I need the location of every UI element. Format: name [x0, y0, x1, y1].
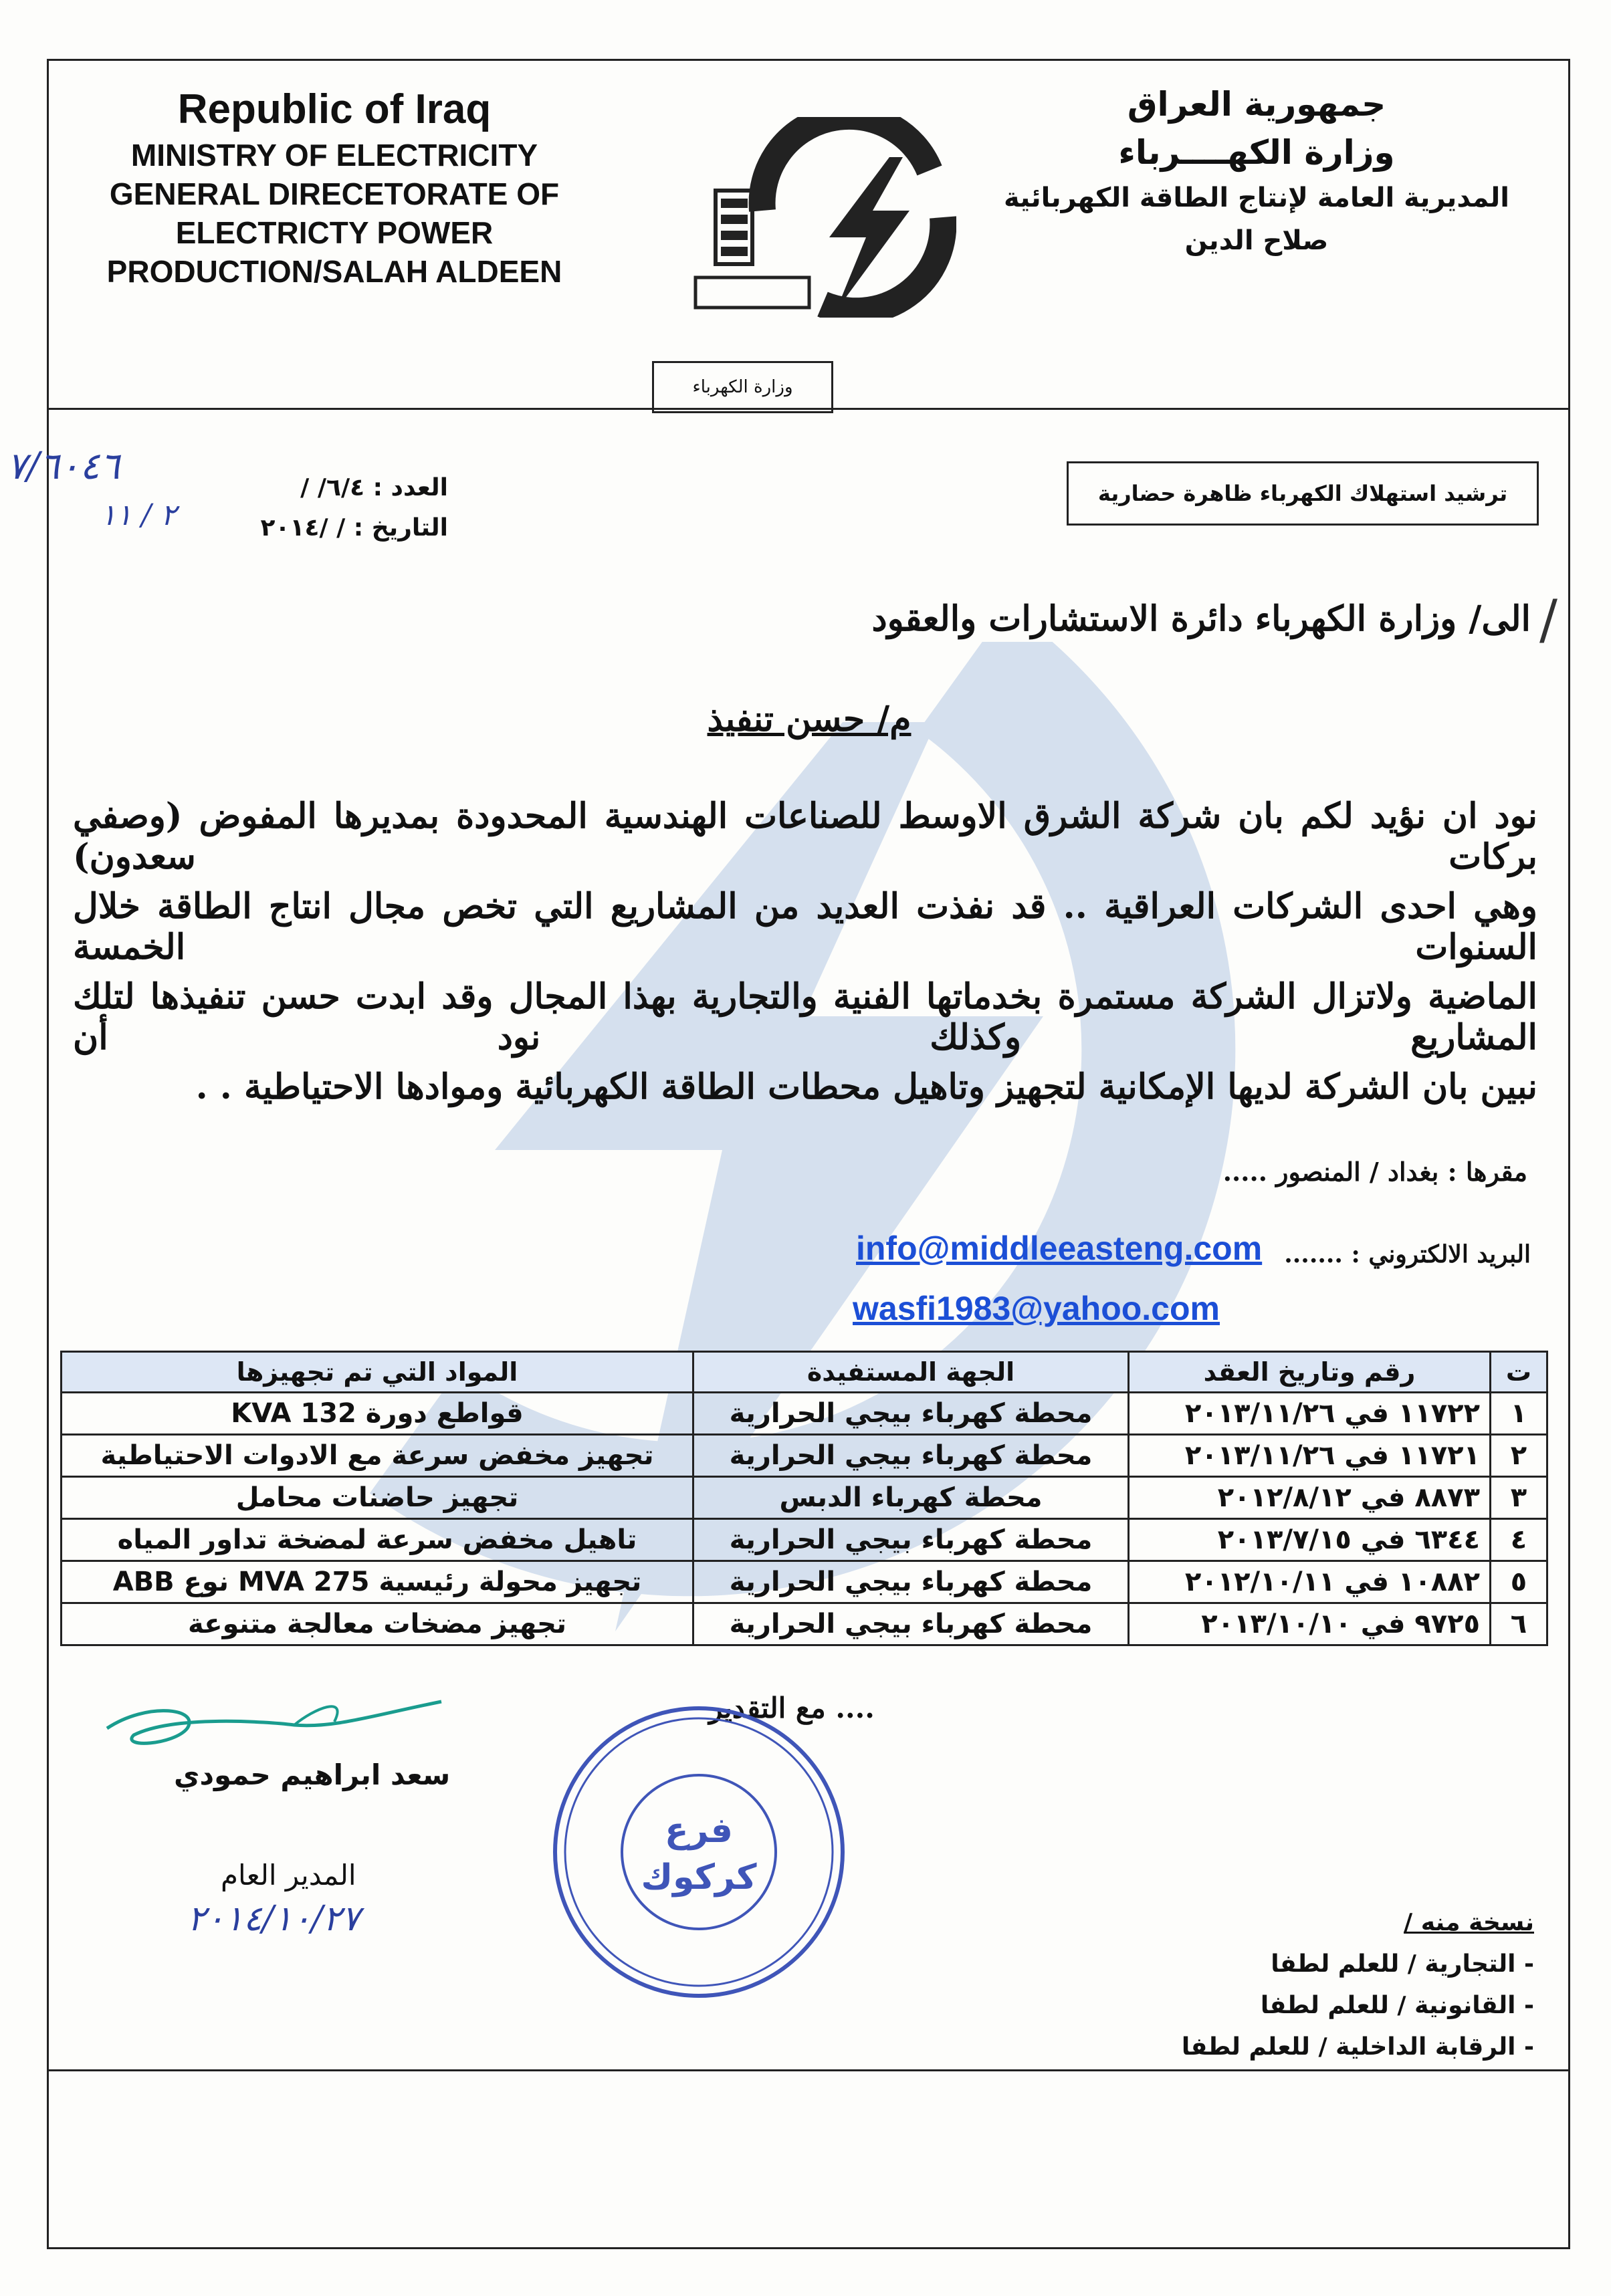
governorate-name-ar: صلاح الدين [1184, 225, 1329, 256]
contract-cell: ١٠٨٨٢ في ٢٠١٢/١٠/١١ [1129, 1561, 1491, 1603]
body-line-1: نود ان نؤيد لكم بان شركة الشرق الاوسط للصناعات الهندسية المحدودة بمديرها المفوض (وصفي بركات سعدون) [73, 796, 1537, 877]
handwritten-signature-date: ٢٠١٤/١٠/٢٧ [187, 1899, 360, 1939]
signer-title: المدير العام [221, 1859, 356, 1891]
copies-block [1182, 1902, 1534, 2068]
ministry-stamp-box: وزارة الكهرباء [652, 361, 833, 413]
copy-recipient: - التجارية / للعلم لطفا [1271, 1950, 1534, 1978]
materials-cell: تاهيل مخفض سرعة لمضخة تداور المياه [62, 1519, 693, 1561]
reference-number: العدد : ٦/٤/ / [300, 474, 448, 501]
email-link-1[interactable]: info@middleeasteng.com [856, 1230, 1263, 1267]
headquarters: مقرها : بغداد / المنصور ..... [1222, 1157, 1527, 1187]
seal-center-line-2: كركوك [641, 1857, 757, 1898]
signer-name: سعد ابراهيم حمودي [174, 1758, 451, 1791]
reference-date: التاريخ : / /٢٠١٤ [260, 514, 448, 542]
entity-cell: محطة كهرباء بيجي الحرارية [693, 1519, 1129, 1561]
table-row [62, 1477, 1547, 1519]
supplied-materials-table [60, 1351, 1548, 1646]
entity-cell: محطة كهرباء بيجي الحرارية [693, 1561, 1129, 1603]
addressee-mark: / [1539, 588, 1558, 651]
directorate-name-en-2: ELECTRICTY POWER [175, 215, 494, 250]
country-name-ar: جمهورية العراق [1127, 85, 1386, 124]
copy-recipient: - القانونية / للعلم لطفا [1260, 1992, 1534, 2019]
table-row [62, 1519, 1547, 1561]
directorate-name-en-3: PRODUCTION/SALAH ALDEEN [106, 254, 562, 289]
materials-cell: قواطع دورة KVA 132 [62, 1393, 693, 1435]
subject-line: م/ حسن تنفيذ [707, 699, 911, 739]
table-row [62, 1561, 1547, 1603]
ministry-logo-icon [689, 117, 956, 318]
official-seal-icon [545, 1698, 853, 2006]
column-header-entity: الجهة المستفيدة [693, 1352, 1129, 1393]
signature-icon [94, 1688, 455, 1762]
contract-cell: ١١٧٢٢ في ٢٠١٣/١١/٢٦ [1129, 1393, 1491, 1435]
row-index: ٢ [1491, 1435, 1547, 1477]
addressee: الى/ وزارة الكهرباء دائرة الاستشارات والعقود [871, 598, 1531, 639]
body-line-4: نبين بان الشركة لديها الإمكانية لتجهيز وتاهيل محطات الطاقة الكهربائية وموادها الاحتياطية . . [195, 1066, 1537, 1107]
handwritten-date: ٢ / ١١ [100, 498, 177, 532]
row-index: ١ [1491, 1393, 1547, 1435]
column-header-contract: رقم وتاريخ العقد [1129, 1352, 1491, 1393]
column-header-materials: المواد التي تم تجهيزها [62, 1352, 693, 1393]
row-index: ٣ [1491, 1477, 1547, 1519]
column-header-index: ت [1491, 1352, 1547, 1393]
table-row [62, 1393, 1547, 1435]
table-row [62, 1603, 1547, 1645]
materials-cell: تجهيز مضخات معالجة متنوعة [62, 1603, 693, 1645]
materials-cell: تجهيز مخفض سرعة مع الادوات الاحتياطية [62, 1435, 693, 1477]
entity-cell: محطة كهرباء بيجي الحرارية [693, 1393, 1129, 1435]
entity-cell: محطة كهرباء الدبس [693, 1477, 1129, 1519]
directorate-name-ar: المديرية العامة لإنتاج الطاقة الكهربائية [1004, 183, 1509, 213]
row-index: ٥ [1491, 1561, 1547, 1603]
closing-regards: .... مع التقدير [709, 1692, 875, 1724]
ministry-name-en: MINISTRY OF ELECTRICITY [130, 138, 538, 173]
materials-cell: تجهيز محولة رئيسية 275 MVA نوع ABB [62, 1561, 693, 1603]
contract-cell: ١١٧٢١ في ٢٠١٣/١١/٢٦ [1129, 1435, 1491, 1477]
contract-cell: ٦٣٤٤ في ٢٠١٣/٧/١٥ [1129, 1519, 1491, 1561]
table-header-row [62, 1352, 1547, 1393]
english-letterhead [74, 84, 595, 291]
footer-divider [47, 2069, 1568, 2071]
body-line-3: الماضية ولاتزال الشركة مستمرة بخدماتها الفنية والتجارية بهذا المجال وقد ابدت حسن تنفيذها لتلك المشاريع وكذلك نود أن [73, 976, 1538, 1058]
ministry-name-ar: وزارة الكهــــرباء [1118, 133, 1395, 172]
row-index: ٤ [1491, 1519, 1547, 1561]
contract-cell: ٩٧٢٥ في ٢٠١٣/١٠/١٠ [1129, 1603, 1491, 1645]
arabic-letterhead [976, 80, 1537, 262]
seal-center-line-1: فرع [665, 1811, 733, 1851]
row-index: ٦ [1491, 1603, 1547, 1645]
country-name-en: Republic of Iraq [177, 86, 492, 132]
reference-block [221, 468, 448, 548]
entity-cell: محطة كهرباء بيجي الحرارية [693, 1603, 1129, 1645]
materials-cell: تجهيز حاضنات محامل [62, 1477, 693, 1519]
table-row [62, 1435, 1547, 1477]
contract-cell: ٨٨٧٣ في ٢٠١٢/٨/١٢ [1129, 1477, 1491, 1519]
handwritten-reference-number: ٧/٦٠٤٦ [7, 445, 120, 488]
body-line-2: وهي احدى الشركات العراقية .. قد نفذت العديد من المشاريع التي تخص مجال انتاج الطاقة خلال السنوات الخمسة [73, 886, 1537, 967]
copy-recipient: - الرقابة الداخلية / للعلم لطفا [1181, 2033, 1534, 2061]
email-label: البريد الالكتروني : ....... [1284, 1240, 1531, 1268]
email-link-2[interactable]: wasfi1983@yahoo.com [853, 1290, 1220, 1327]
entity-cell: محطة كهرباء بيجي الحرارية [693, 1435, 1129, 1477]
slogan-box: ترشيد استهلاك الكهرباء ظاهرة حضارية [1067, 461, 1539, 526]
directorate-name-en: GENERAL DIRECETORATE OF [109, 177, 560, 211]
copies-heading: نسخة منه / [1404, 1909, 1534, 1936]
